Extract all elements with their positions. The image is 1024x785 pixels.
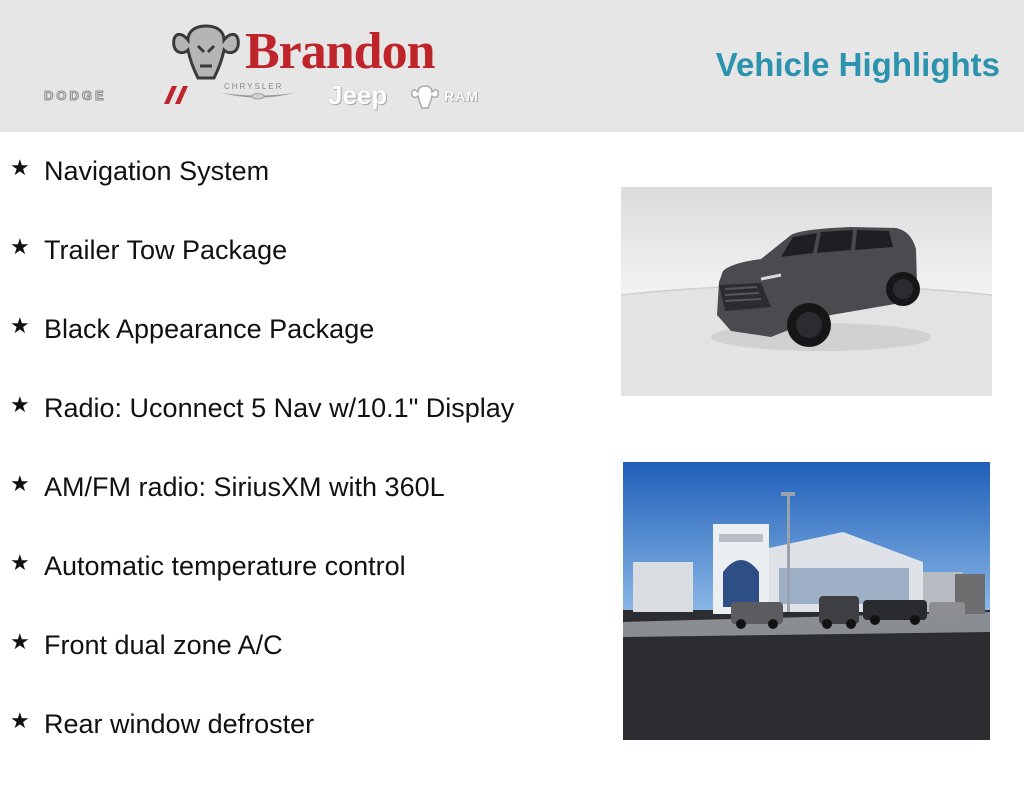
chrysler-logo [202, 82, 314, 108]
star-icon: ★ [10, 629, 30, 654]
feature-item [10, 311, 514, 390]
dealership-photo [623, 462, 990, 740]
feature-label: Trailer Tow Package [44, 235, 288, 265]
feature-label: Navigation System [44, 156, 270, 186]
star-icon: ★ [10, 392, 30, 417]
dealer-name: Brandon [245, 23, 435, 80]
feature-label: AM/FM radio: SiriusXM with 360L [44, 472, 445, 502]
ram-logo: RAM [444, 88, 479, 104]
star-icon: ★ [10, 708, 30, 733]
star-icon: ★ [10, 550, 30, 575]
dealership-photo-image [623, 462, 990, 740]
dealer-logo [40, 18, 540, 118]
header [0, 0, 1024, 132]
feature-item [10, 153, 514, 232]
feature-item [10, 390, 514, 469]
star-icon: ★ [10, 471, 30, 496]
vehicle-photo [621, 187, 992, 396]
star-icon: ★ [10, 234, 30, 259]
feature-item [10, 627, 514, 706]
jeep-logo: Jeep [328, 80, 388, 110]
feature-label: Radio: Uconnect 5 Nav w/10.1" Display [44, 393, 515, 423]
brand-logos-row [40, 80, 540, 116]
feature-label: Black Appearance Package [44, 314, 375, 344]
page-title: Vehicle Highlights [715, 46, 1000, 83]
vehicle-photo-image [621, 187, 992, 396]
feature-label: Automatic temperature control [44, 551, 406, 581]
dodge-stripes-icon [164, 86, 190, 104]
star-icon: ★ [10, 313, 30, 338]
ram-small-head-icon [410, 84, 440, 110]
feature-item [10, 232, 514, 311]
chrysler-wings-icon [202, 90, 314, 108]
dodge-logo: DODGE [44, 88, 107, 103]
star-icon: ★ [10, 155, 30, 180]
feature-item [10, 706, 514, 785]
feature-item [10, 469, 514, 548]
feature-item [10, 548, 514, 627]
feature-list [10, 153, 514, 785]
chrysler-logo-text: CHRYSLER [224, 82, 284, 91]
ram-head-logo-icon [170, 20, 242, 84]
feature-label: Front dual zone A/C [44, 630, 283, 660]
feature-label: Rear window defroster [44, 709, 315, 739]
